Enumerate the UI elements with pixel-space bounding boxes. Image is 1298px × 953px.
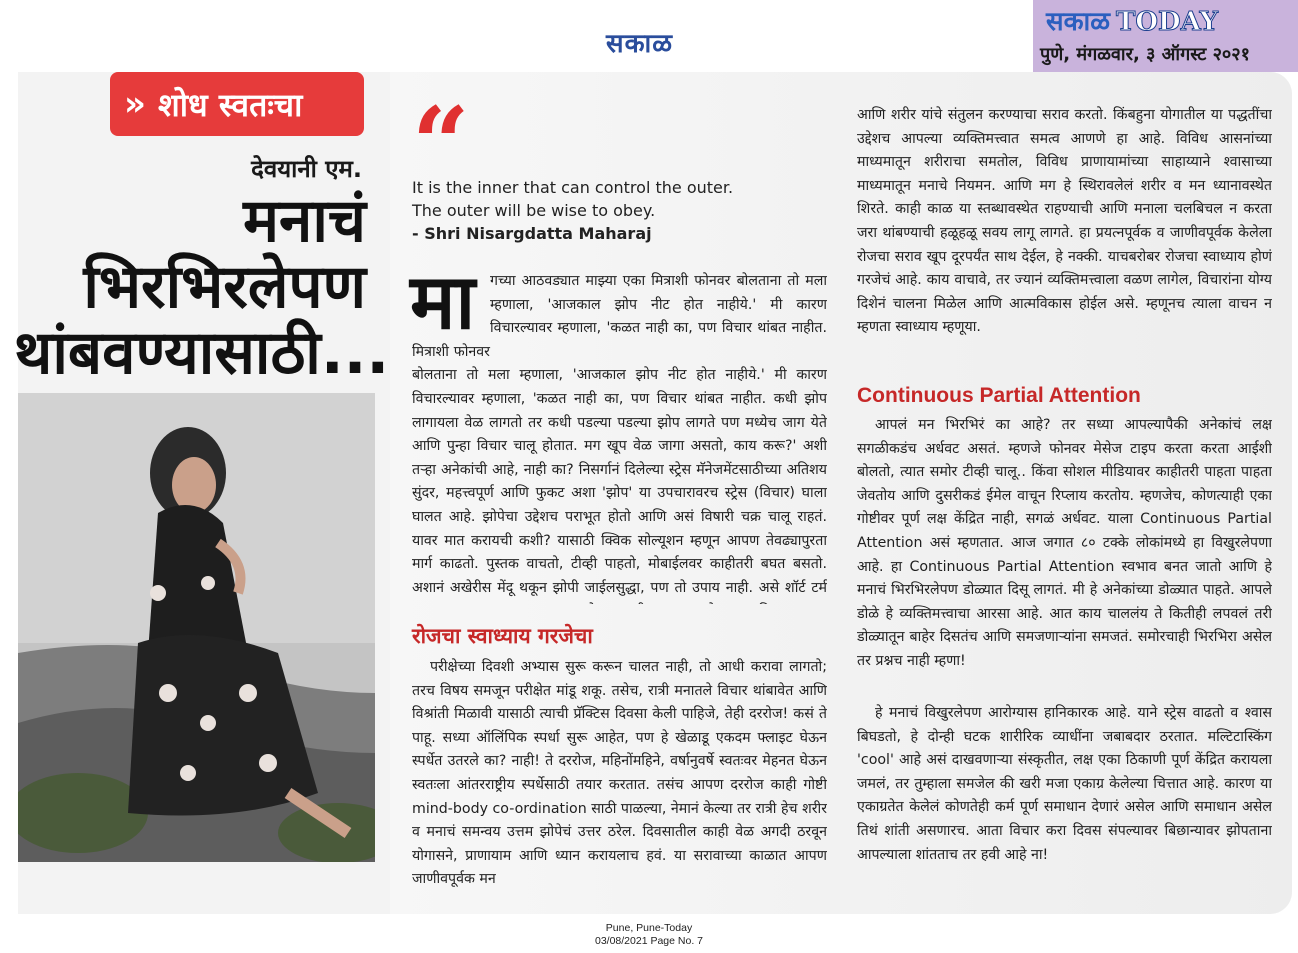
edition-date: पुणे, मंगळवार, ३ ऑगस्ट २०२१ bbox=[1040, 44, 1251, 65]
pull-quote bbox=[412, 176, 832, 245]
article-photo bbox=[18, 393, 375, 862]
page-footer bbox=[0, 922, 1298, 948]
double-chevron-icon: » bbox=[124, 84, 146, 124]
drop-cap: मा bbox=[410, 257, 476, 346]
article-para-4: आपलं मन भिरभिरं का आहे? तर सध्या आपल्यापैकी अनेकांचं लक्ष सगळीकडंच अर्धवट असतं. म्हणजे फोनवर मेसेज टाइप करता करता आईशी बोलतो, त्यात समोर टीव्ही चालू.. किंवा सोशल मीडियावर काहीतरी पाहता पाहता जेवतोय आणि दुसरीकडं ईमेल वाचून रिप्लाय करतोय. म्हणजेच, कोणत्याही एका गोष्टीवर पूर्ण लक्ष केंद्रित नाही, सगळं अर्धवट. याला Continuous Partial Attention असं म्हणतात. आज जगात ८० टक्के लोकांमध्ये हा विखुरलेपणा आहे. हा Continuous Partial Attention स्वभाव बनत जातो आणि हे मनाचं भिरभिरलेपण डोळ्यात दिसू लागतं. मी हे अनेकांच्या डोळ्यात पाहते. आपले डोळे हे व्यक्तिमत्त्वाचा आरसा आहे. आत काय चाललंय ते कितीही लपवलं तरी डोळ्यातून बाहेर दिसतंच आणि समजणाऱ्यांना समजतं. समोरचाही भिरभिरा असेल तर प्रश्नच नाही म्हणा! bbox=[857, 417, 1272, 669]
article-para-1-text: मित्राशी फोनवर बोलताना तो मला म्हणाला, 'आजकाल झोप नीट होत नाहीये.' मी कारण विचारल्यावर म्हणाला, 'कळत नाही का, पण विचार थांबत नाहीत. कधी झोप लागायला वेळ लागतो तर कधी पडल्या पडल्या झोप लागते पण मध्येच जाग येते आणि पुन्हा विचार चालू होतात. मग खूप वेळ जागा असतो, काय करू?' अशी तऱ्हा अनेकांची आहे, नाही का? निसर्गानं दिलेल्या स्ट्रेस मॅनेजमेंटसाठीच्या अतिशय सुंदर, महत्त्वपूर्ण आणि फुकट अशा 'झोप' या उपचारावरच स्ट्रेस (विचार) घाला घालत आहे. झोपेचा उद्देशच पराभूत होतो आणि असं विषारी चक्र चालू राहतं. यावर मात करायची कशी? यासाठी क्विक सोल्यूशन म्हणून आपण तेवढ्यापुरता मार्ग काढतो. पुस्तक वाचतो, टीव्ही पाहतो, मोबाईलवर काहीतरी बघत बसतो. अशानं अखेरीस मेंदू थकून झोपी जाईलसुद्धा, पण तो उपाय नाही. असे शॉर्ट टर्म bbox=[412, 343, 827, 596]
article-para-5: हे मनाचं विखुरलेपण आरोग्यास हानिकारक आहे. याने स्ट्रेस वाढतो व श्वास बिघडतो, हे दोन्ही घटक शारीरिक व्याधींना जबाबदार ठरतात. मल्टिटास्किंग 'cool' आहे असं दाखवणाऱ्या संस्कृतीत, लक्ष एका ठिकाणी पूर्ण केंद्रित करायला जमलं, तर तुम्हाला समजेल की खरी मजा एकाग्र केलेल्या चित्तात आहे. कारण या एकाग्रतेत केलेलं कोणतेही कर्म पूर्ण समाधान देणारं असेल आणि समाधान असेल तिथं शांती असणारच. आता विचार करा दिवस संपल्यावर बिछान्यावर झोपताना आपल्याला शांतताच तर हवी आहे ना! bbox=[857, 705, 1272, 863]
quote-mark-icon: “ bbox=[412, 85, 470, 203]
edition-brand-today: TODAY bbox=[1116, 7, 1219, 37]
quote-line-1: It is the inner that can control the outer. bbox=[412, 178, 734, 197]
edition-brand bbox=[1046, 2, 1218, 38]
sakal-logo: सकाळ bbox=[606, 29, 674, 59]
series-title: शोध स्वतःचा bbox=[157, 85, 303, 124]
headline-line-1: मनाचं bbox=[243, 186, 366, 256]
article-para-1-cont bbox=[412, 342, 827, 604]
footer-edition: Pune, Pune-Today bbox=[605, 922, 693, 934]
article-para-2: परीक्षेच्या दिवशी अभ्यास सुरू करून चालत नाही, तो आधी करावा लागतो; तरच विषय समजून परीक्षेत मांडू शकू. तसेच, रात्री मनातले विचार थांबावेत आणि विश्रांती मिळावी यासाठी त्याची प्रॅक्टिस दिवसा केली पाहिजे, तेही दररोज! कसं ते पाहू. सध्या ऑलिंपिक स्पर्धा सुरू आहेत, पण हे खेळाडू एकदम फ्लाइट घेऊन स्पर्धेत उतरले का? नाही! ते दररोज, महिनोंमहिने, वर्षानुवर्षे स्वतःवर मेहनत घेऊन स्वतःला आंतरराष्ट्रीय स्पर्धेसाठी तयार करतात. तसंच आपण दररोज काही गोष्टी mind-body co-ordination साठी पाळल्या, नेमानं केल्या तर रात्री हेच शरीर व मनाचं समन्वय उत्तम झोपेचं उत्तर ठरेल. दिवसातील काही वेळ अगदी ठरवून योगासने, प्राणायाम आणि ध्यान करायलाच हवं. या सरावाच्या काळात आपण जाणीवपूर्वक मन bbox=[412, 659, 827, 888]
article-para-1-lead: गच्या आठवड्यात माझ्या एका मित्राशी फोनवर बोलताना तो मला म्हणाला, 'आजकाल झोप नीट होत नाहीये.' मी कारण विचारल्यावर म्हणाला, 'कळत नाही का, पण विचार थांबत नाहीत. bbox=[490, 273, 827, 337]
article-para-1-flow bbox=[412, 342, 827, 604]
subhead-daily-study: रोजचा स्वाध्याय गरजेचा bbox=[412, 624, 593, 648]
edition-brand-name: सकाळ bbox=[1046, 7, 1111, 37]
article-para-3: आणि शरीर यांचे संतुलन करण्याचा सराव करतो. किंबहुना योगातील या पद्धतींचा उद्देशच आपल्या व्यक्तिमत्त्वात समत्व आणणे हा आहे. विविध आसनांच्या माध्यमातून शरीराचा समतोल, विविध प्राणायामांच्या साहाय्याने श्वासाच्या माध्यमातून मनाचे नियमन. आणि मग हे स्थिरावलेलं शरीर व मन ध्यानावस्थेत शिरते. काही काळ या स्तब्धावस्थेत राहण्याची आणि मनाला चलबिचल न करता जरा थांबण्याची हळूहळू सवय लागू लागते. हा प्रयत्नपूर्वक व जाणीवपूर्वक केलेला रोजचा सराव खूप दूरपर्यंत साथ देईल, हे नक्की. याचबरोबर रोजचा स्वाध्याय होणं गरजेचं आहे. काय वाचावे, तर ज्यानं व्यक्तिमत्त्वाला वळण लागेल, विचारांना योग्य दिशेनं चालना मिळेल आणि आत्मविकास होईल असे. म्हणूनच त्याला वाचन न म्हणता स्वाध्याय म्हणूया. bbox=[857, 107, 1272, 336]
author-byline: देवयानी एम. bbox=[251, 155, 362, 183]
series-tag bbox=[110, 72, 364, 136]
woman-sitting-illustration bbox=[18, 393, 375, 862]
quote-attribution: - Shri Nisargdatta Maharaj bbox=[412, 224, 652, 243]
footer-date-page: 03/08/2021 Page No. 7 bbox=[594, 935, 703, 947]
headline-line-3: थांबवण्यासाठी... bbox=[14, 318, 390, 388]
subhead-continuous-partial-attention: Continuous Partial Attention bbox=[857, 384, 1141, 407]
headline bbox=[14, 186, 390, 388]
headline-line-2: भिरभिरलेपण bbox=[83, 252, 366, 322]
quote-line-2: The outer will be wise to obey. bbox=[412, 201, 656, 220]
